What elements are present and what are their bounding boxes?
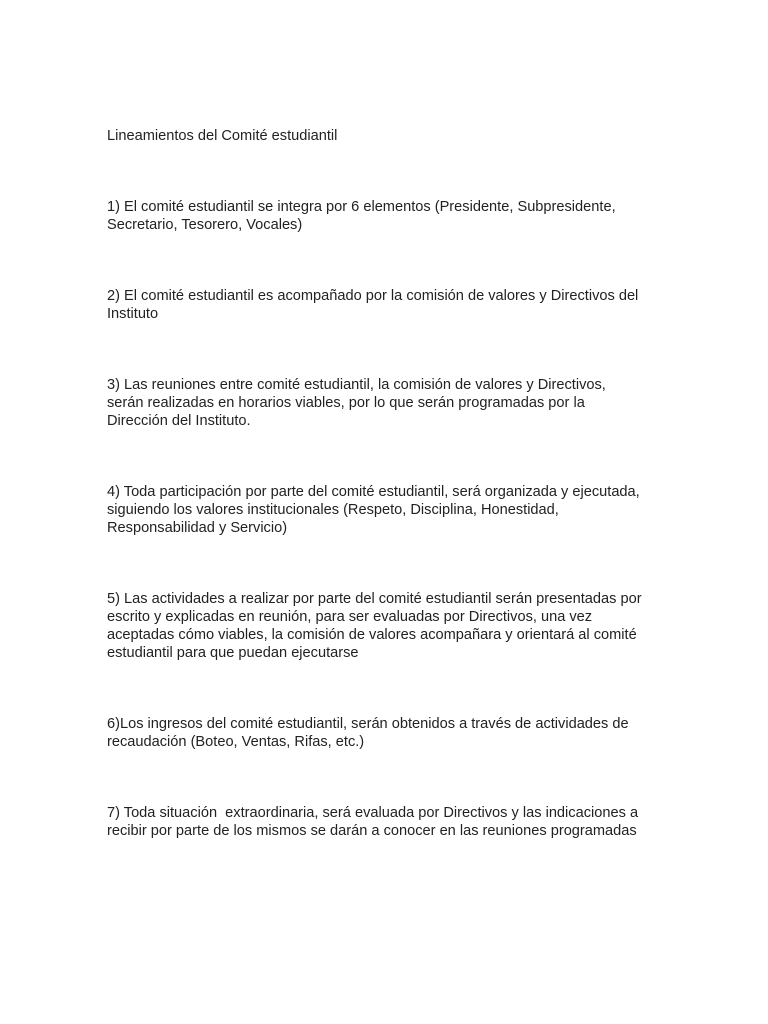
document-body [107, 91, 677, 893]
paragraph-1: 1) El comité estudiantil se integra por 6 elementos (Presidente, Subpresidente, Secretario, Tesorero, Vocales) [107, 199, 616, 233]
paragraph-4: 4) Toda participación por parte del comité estudiantil, será organizada y ejecutada, siguiendo los valores institucionales (Respeto, Disciplina, Honestidad, Responsabilidad y Servicio) [107, 484, 640, 536]
paragraph-5: 5) Las actividades a realizar por parte del comité estudiantil serán presentadas por escrito y explicadas en reunión, para ser evaluadas por Directivos, una vez aceptadas cómo viables, la comisión de valores acompañara y orientará al comité estudiantil para que puedan ejecutarse [107, 591, 642, 661]
paragraph-7: 7) Toda situación extraordinaria, será evaluada por Directivos y las indicaciones a recibir por parte de los mismos se darán a conocer en las reuniones programadas [107, 805, 639, 839]
paragraph-6: 6)Los ingresos del comité estudiantil, serán obtenidos a través de actividades de recaudación (Boteo, Ventas, Rifas, etc.) [107, 716, 629, 750]
document-title: Lineamientos del Comité estudiantil [107, 128, 338, 144]
paragraph-3: 3) Las reuniones entre comité estudiantil, la comisión de valores y Directivos, serán realizadas en horarios viables, por lo que serán programadas por la Dirección del Instituto. [107, 377, 606, 429]
paragraph-2: 2) El comité estudiantil es acompañado por la comisión de valores y Directivos del Instituto [107, 288, 639, 322]
